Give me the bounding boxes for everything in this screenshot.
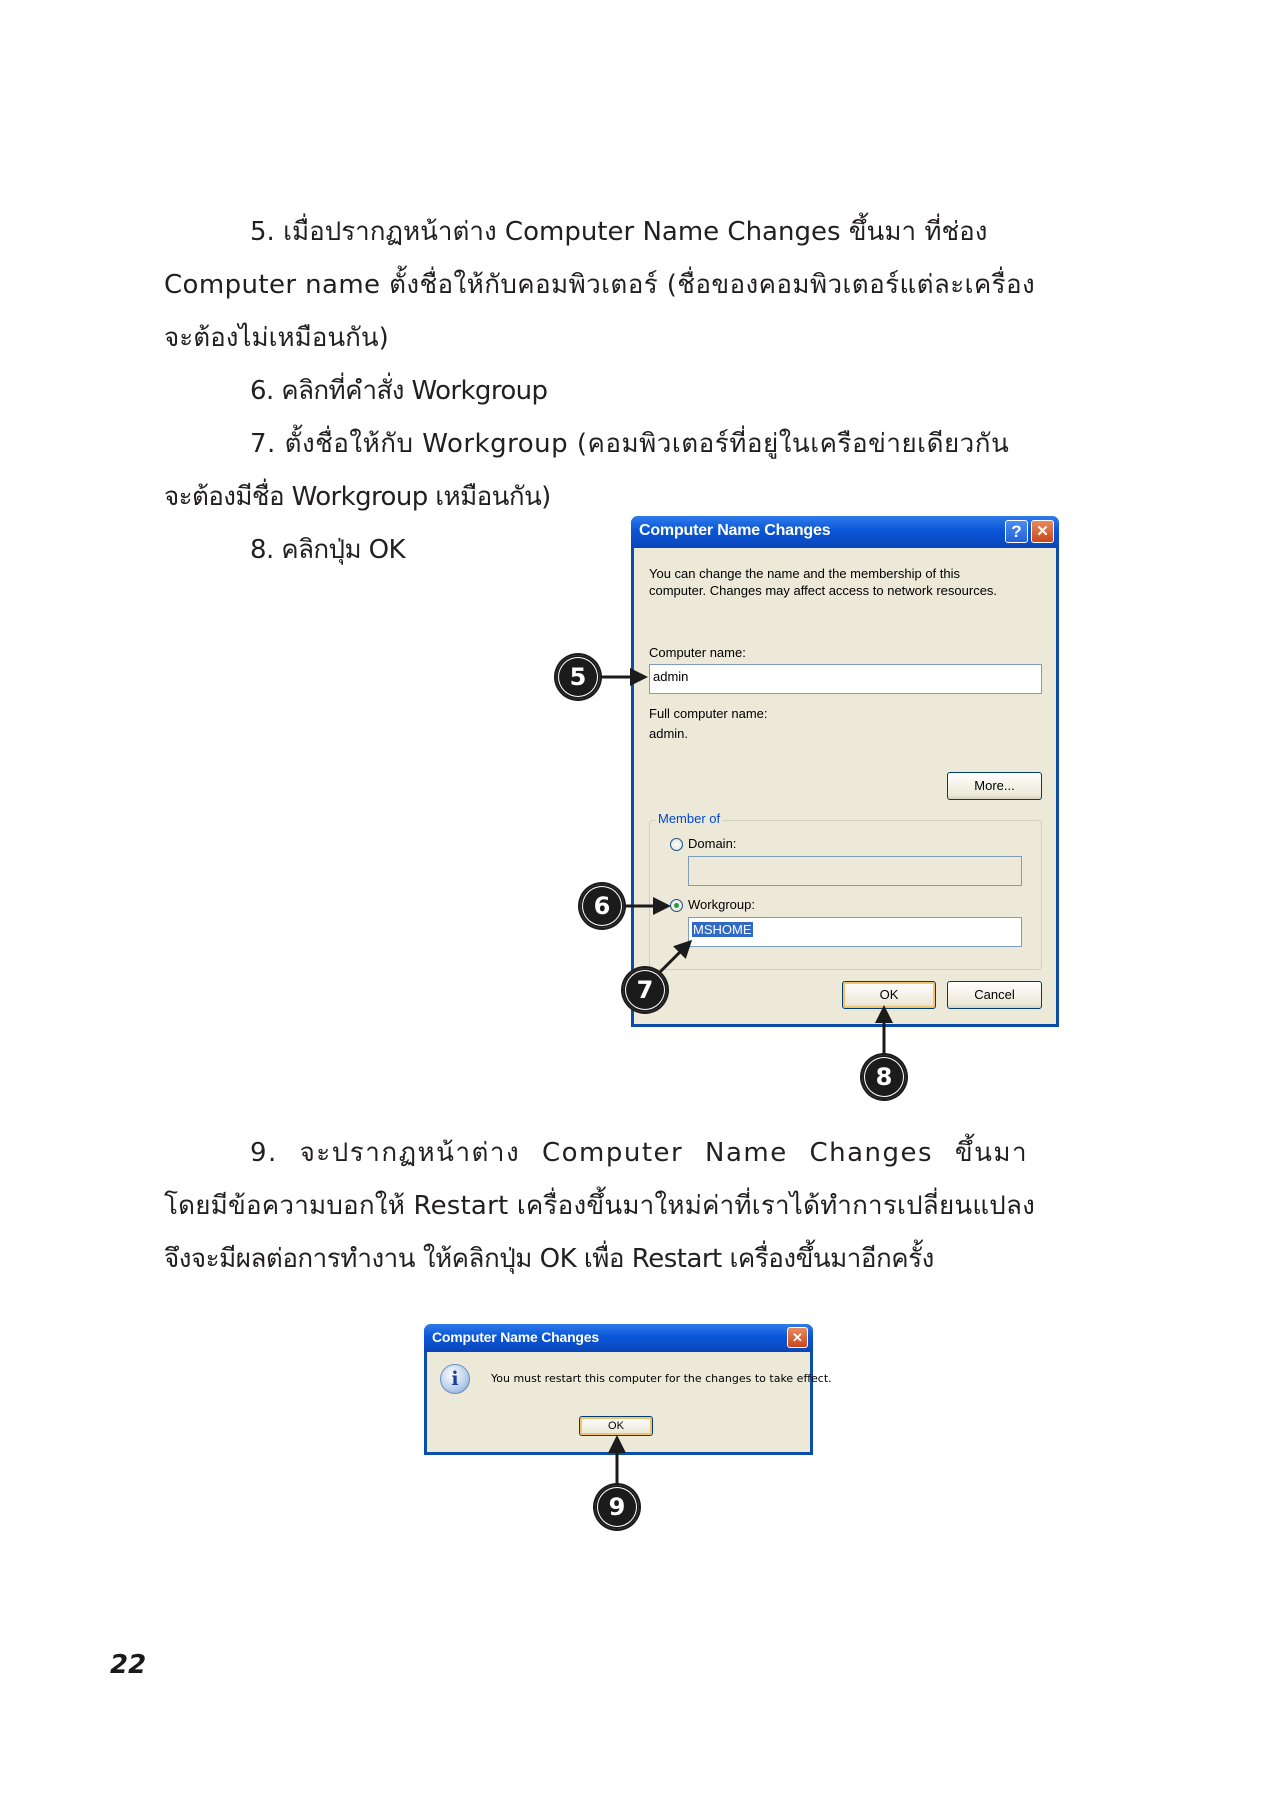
close-icon[interactable]: ✕ xyxy=(1031,520,1054,543)
computer-name-value: admin xyxy=(653,669,689,684)
step9-line2: โดยมีข้อความบอกให้ Restart เครื่องขึ้นมาใหม่ค่าที่เราได้ทำการเปลี่ยนแปลง xyxy=(164,1191,1036,1221)
step7-line1: 7. ตั้งชื่อให้กับ Workgroup (คอมพิวเตอร์ที่อยู่ในเครือข่ายเดียวกัน xyxy=(250,429,1010,459)
step8-text: 8. คลิกปุ่ม OK xyxy=(250,535,405,565)
cancel-button[interactable]: Cancel xyxy=(947,981,1042,1009)
restart-dialog-title: Computer Name Changes xyxy=(432,1329,599,1345)
help-icon[interactable]: ? xyxy=(1005,520,1028,543)
computer-name-label: Computer name: xyxy=(649,645,746,660)
callout-8: 8 xyxy=(862,1055,906,1099)
dialog-description-line2: computer. Changes may affect access to network resources. xyxy=(649,583,998,598)
callout-7: 7 xyxy=(623,968,667,1012)
restart-message: You must restart this computer for the changes to take effect. xyxy=(491,1372,832,1385)
page-number: 22 xyxy=(110,1650,147,1680)
step5-line3: จะต้องไม่เหมือนกัน) xyxy=(164,323,389,353)
step5-line2: Computer name ตั้งชื่อให้กับคอมพิวเตอร์ (ชื่อของคอมพิวเตอร์แต่ละเครื่อง xyxy=(164,270,1036,300)
close-icon[interactable]: ✕ xyxy=(787,1327,808,1348)
workgroup-label: Workgroup: xyxy=(688,897,755,912)
callout-6: 6 xyxy=(580,884,624,928)
more-button[interactable]: More... xyxy=(947,772,1042,800)
step7-line2: จะต้องมีชื่อ Workgroup เหมือนกัน) xyxy=(164,482,551,512)
ok-button[interactable]: OK xyxy=(842,981,936,1009)
member-of-legend: Member of xyxy=(658,811,721,826)
dialog-title: Computer Name Changes xyxy=(639,522,831,539)
restart-ok-button[interactable]: OK xyxy=(579,1416,653,1436)
full-computer-name-label: Full computer name: xyxy=(649,706,768,721)
step9-line1: 9. จะปรากฏหน้าต่าง Computer Name Changes ขึ้นมา xyxy=(250,1138,1029,1168)
domain-label: Domain: xyxy=(688,836,737,851)
step9-line3: จึงจะมีผลต่อการทำงาน ให้คลิกปุ่ม OK เพื่อ Restart เครื่องขึ้นมาอีกครั้ง xyxy=(164,1244,934,1274)
info-icon: i xyxy=(440,1364,470,1394)
workgroup-value: MSHOME xyxy=(693,922,752,937)
step6-text: 6. คลิกที่คำสั่ง Workgroup xyxy=(250,376,548,406)
callout-5: 5 xyxy=(556,655,600,699)
full-computer-name-value: admin. xyxy=(649,726,689,741)
callout-9: 9 xyxy=(595,1485,639,1529)
dialog-description-line1: You can change the name and the membership of this xyxy=(649,566,961,581)
step5-line1: 5. เมื่อปรากฏหน้าต่าง Computer Name Changes ขึ้นมา ที่ช่อง xyxy=(250,217,988,247)
